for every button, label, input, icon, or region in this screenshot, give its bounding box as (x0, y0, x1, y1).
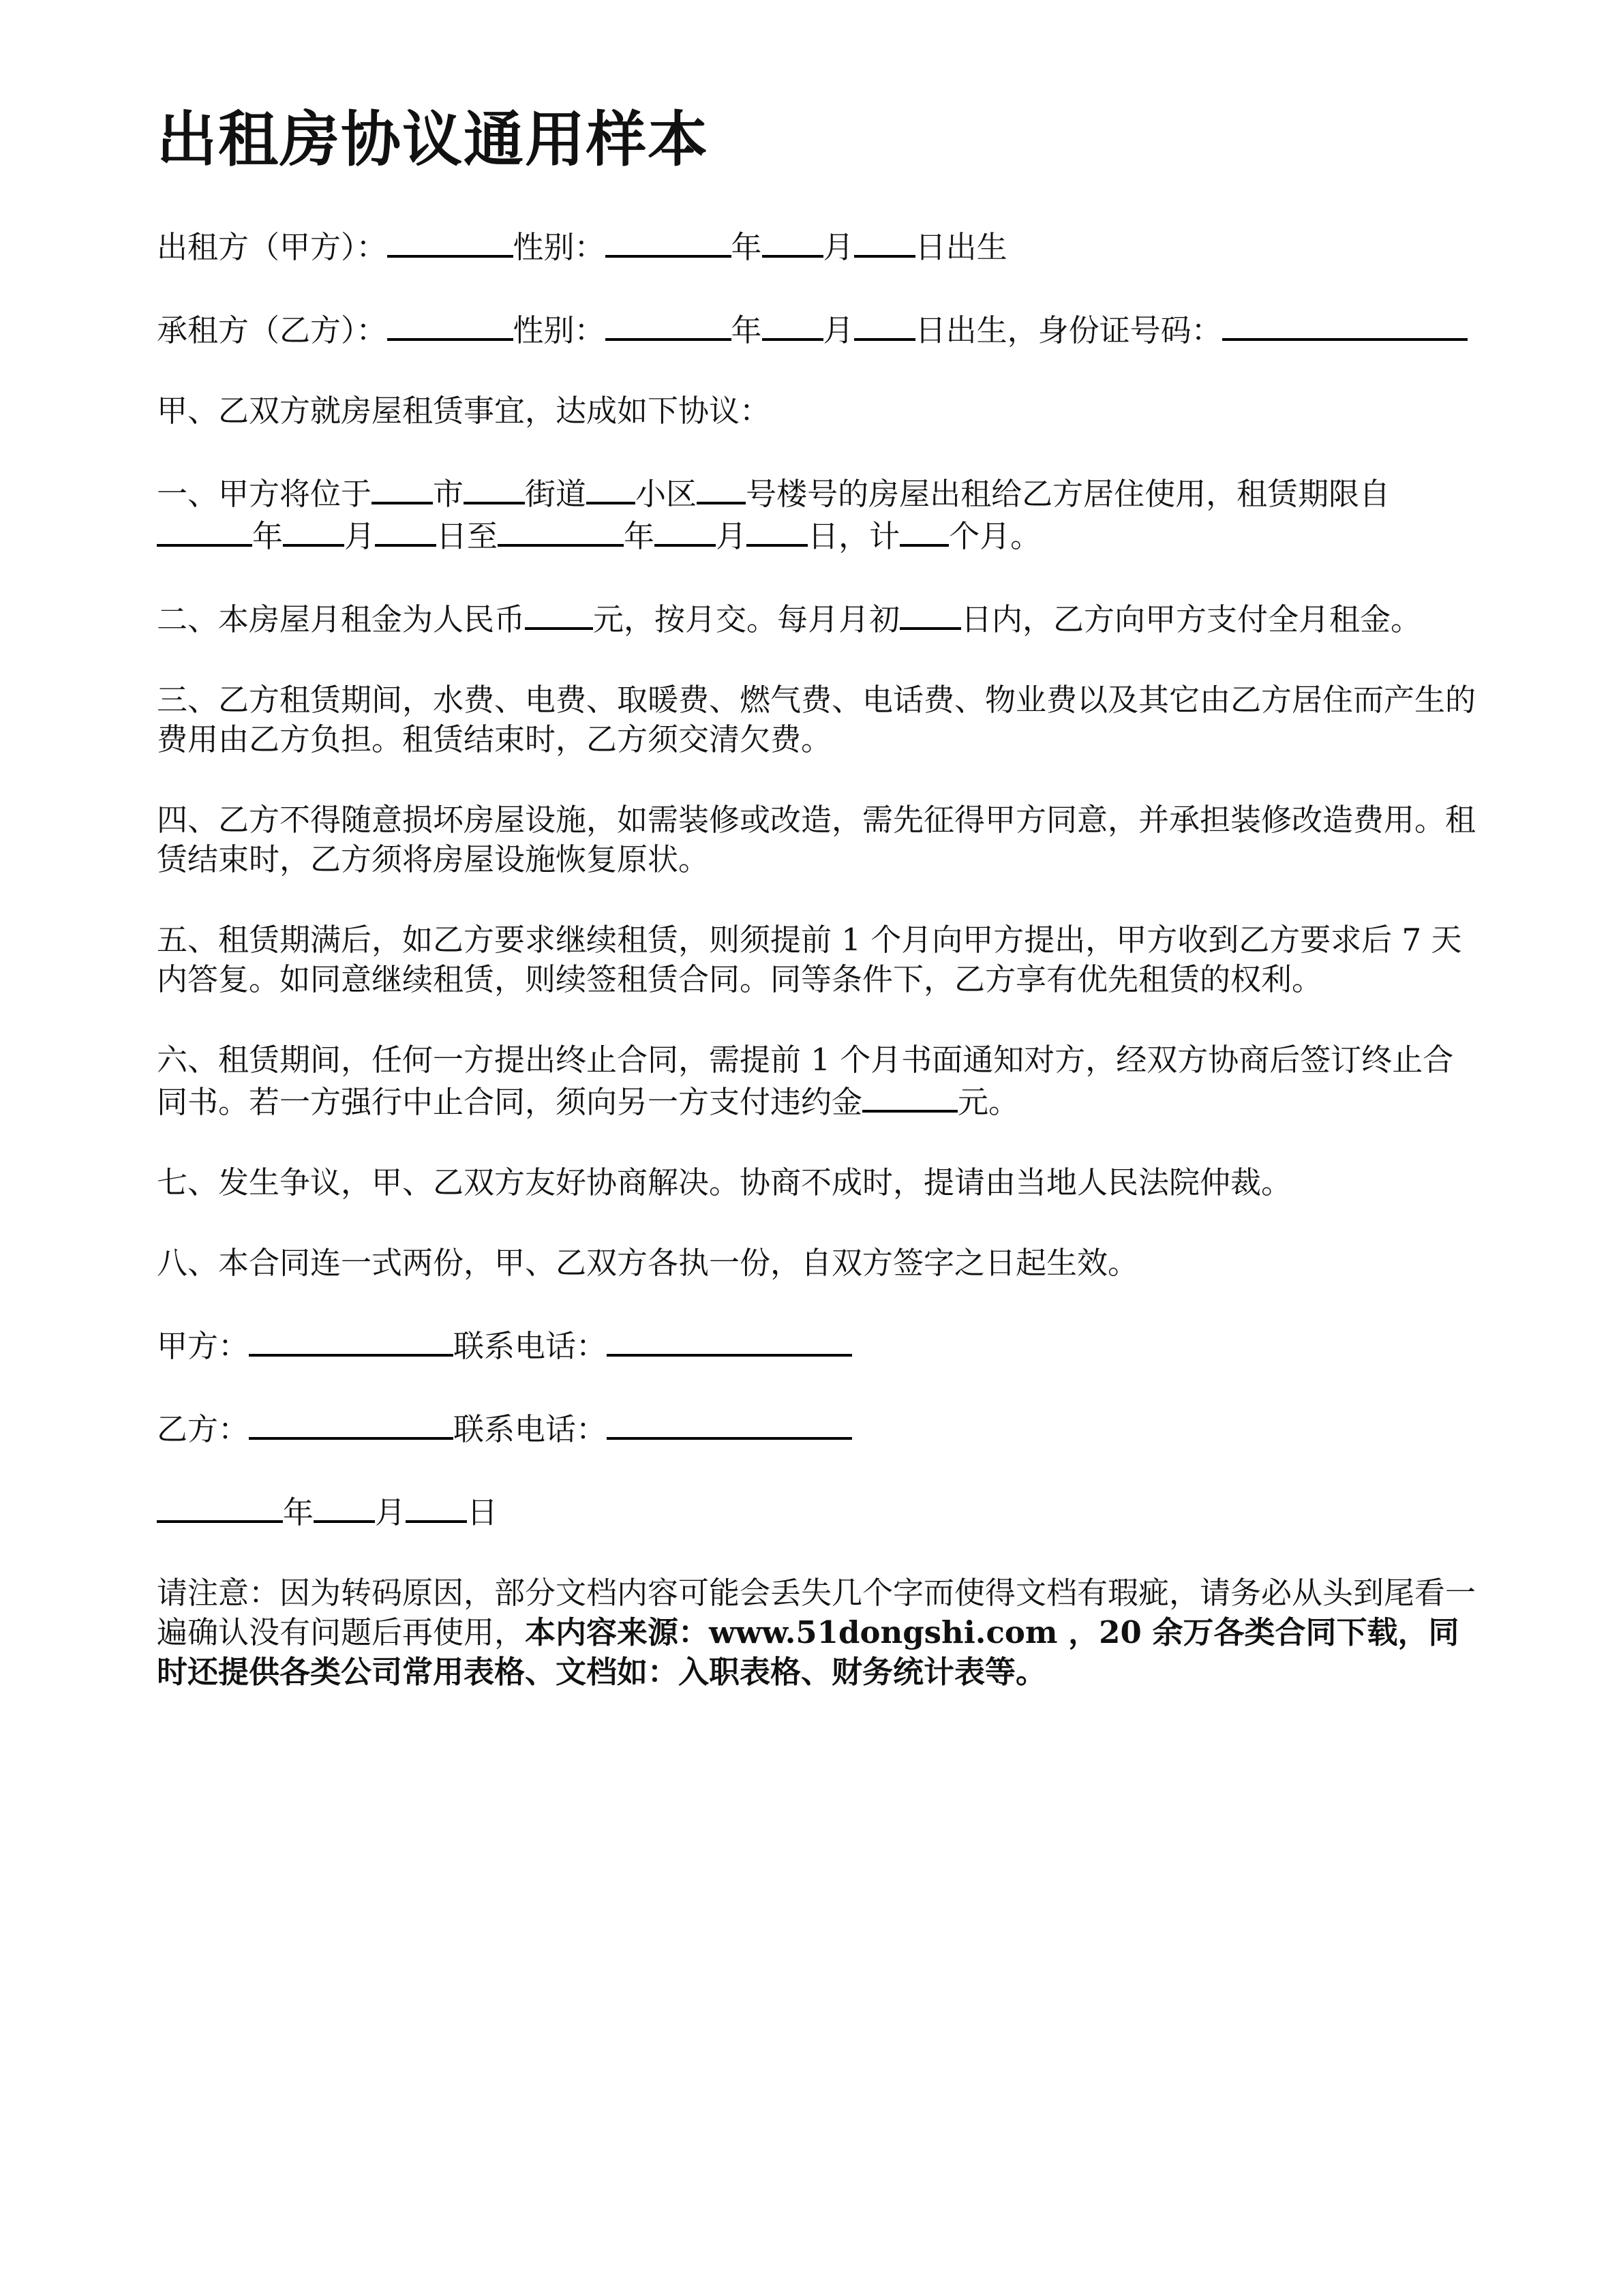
party-a-signature-line (157, 1324, 1483, 1366)
born-id-label: 日出生，身份证号码： (915, 312, 1222, 348)
street-blank (464, 472, 525, 504)
party-b-signature-blank (249, 1407, 453, 1440)
lessor-name-blank (387, 225, 513, 258)
month-label: 月 (375, 1494, 406, 1530)
months-blank (900, 514, 949, 547)
clause-text: 元。 (958, 1084, 1020, 1120)
end-year-blank (498, 514, 624, 547)
notice-source-text: 本内容来源：www.51dongshi.com ，20 余万各类合同下载，同时还提供各类公司常用表格、文档如：入职表格、财务统计表等。 (157, 1614, 1459, 1690)
clause-6 (157, 1040, 1483, 1122)
clause-text: 年 (252, 518, 284, 554)
clause-text: 日，计 (808, 518, 900, 554)
party-a-label: 甲方： (157, 1328, 249, 1364)
clause-text: 月 (344, 518, 376, 554)
clause-5: 五、租赁期满后，如乙方要求继续租赁，则须提前 1 个月向甲方提出，甲方收到乙方要求后 7 天内答复。如同意继续租赁，则续签租赁合同。同等条件下，乙方享有优先租赁的权利。 (157, 922, 1462, 997)
clause-text: 元，按月交。每月月初 (593, 601, 900, 637)
party-b-label: 乙方： (157, 1411, 249, 1447)
day-label: 日 (467, 1494, 498, 1530)
clause-text: 年 (624, 518, 655, 554)
party-a-signature-blank (249, 1324, 453, 1357)
clause-text: 一、甲方将位于 (157, 476, 372, 512)
clause-text: 个月。 (949, 518, 1042, 554)
clause-text: 六、租赁期间，任何一方提出终止合同，需提前 1 个月书面通知对方，经双方协商后签订终止合同书。若一方强行中止合同，须向另一方支付违约金 (157, 1042, 1454, 1120)
clause-text: 市 (433, 476, 464, 512)
clause-3: 三、乙方租赁期间，水费、电费、取暖费、燃气费、电话费、物业费以及其它由乙方居住而产生的费用由乙方负担。租赁结束时，乙方须交清欠费。 (157, 682, 1476, 757)
day-blank (854, 308, 915, 341)
rent-amount-blank (525, 597, 593, 630)
phone-label: 联系电话： (453, 1328, 607, 1364)
clause-text: 号楼号的房屋出租给乙方居住使用，租赁期限自 (746, 476, 1391, 512)
clause-text: 日至 (436, 518, 498, 554)
clause-text: 日内，乙方向甲方支付全月租金。 (961, 601, 1422, 637)
start-year-blank (157, 514, 252, 547)
sign-day-blank (406, 1490, 467, 1523)
sign-month-blank (314, 1490, 375, 1523)
phone-label: 联系电话： (453, 1411, 607, 1447)
gender-blank (605, 308, 731, 341)
building-blank (697, 472, 746, 504)
clause-4: 四、乙方不得随意损坏房屋设施，如需装修或改造，需先征得甲方同意，并承担装修改造费用。租赁结束时，乙方须将房屋设施恢复原状。 (157, 802, 1476, 877)
sign-year-blank (157, 1490, 283, 1523)
lessee-name-blank (387, 308, 513, 341)
community-blank (586, 472, 635, 504)
lessor-line (157, 225, 1483, 267)
notice-paragraph (157, 1573, 1483, 1692)
end-day-blank (746, 514, 808, 547)
year-label: 年 (731, 312, 762, 348)
city-blank (371, 472, 433, 504)
lessee-line (157, 308, 1483, 350)
lessor-label: 出租方（甲方）： (157, 229, 387, 265)
clause-7: 七、发生争议，甲、乙双方友好协商解决。协商不成时，提请由当地人民法院仲裁。 (157, 1164, 1292, 1200)
clause-text: 月 (716, 518, 747, 554)
start-day-blank (375, 514, 436, 547)
clause-1 (157, 472, 1483, 556)
party-b-signature-line (157, 1407, 1483, 1449)
clause-text: 小区 (635, 476, 697, 512)
clause-8: 八、本合同连一式两份，甲、乙双方各执一份，自双方签字之日起生效。 (157, 1245, 1139, 1281)
lessee-label: 承租方（乙方）： (157, 312, 387, 348)
gender-label: 性别： (513, 312, 605, 348)
party-b-phone-blank (607, 1407, 852, 1440)
start-month-blank (283, 514, 344, 547)
pay-day-blank (900, 597, 961, 630)
month-label: 月 (823, 229, 854, 265)
year-label: 年 (731, 229, 762, 265)
id-number-blank (1222, 308, 1468, 341)
contract-page (157, 102, 1483, 1733)
born-label: 日出生 (915, 229, 1007, 265)
party-a-phone-blank (607, 1324, 852, 1357)
month-blank (762, 225, 823, 258)
clause-text: 街道 (525, 476, 587, 512)
year-label: 年 (283, 1494, 314, 1530)
clause-2 (157, 597, 1483, 639)
month-blank (762, 308, 823, 341)
intro-paragraph: 甲、乙双方就房屋租赁事宜，达成如下协议： (157, 393, 771, 429)
gender-label: 性别： (513, 229, 605, 265)
end-month-blank (654, 514, 716, 547)
gender-blank (605, 225, 731, 258)
penalty-amount-blank (862, 1080, 958, 1113)
signing-date-line (157, 1490, 1483, 1532)
notice-text: 请注意：因为转码原因，部分文档内容可能会丢失几个字而使得文档有瑕疵，请务必从头到尾看一遍确认没有问题后再使用， (157, 1575, 1476, 1650)
clause-text: 二、本房屋月租金为人民币 (157, 601, 526, 637)
month-label: 月 (823, 312, 854, 348)
document-title: 出租房协议通用样本 (157, 104, 710, 175)
day-blank (854, 225, 915, 258)
